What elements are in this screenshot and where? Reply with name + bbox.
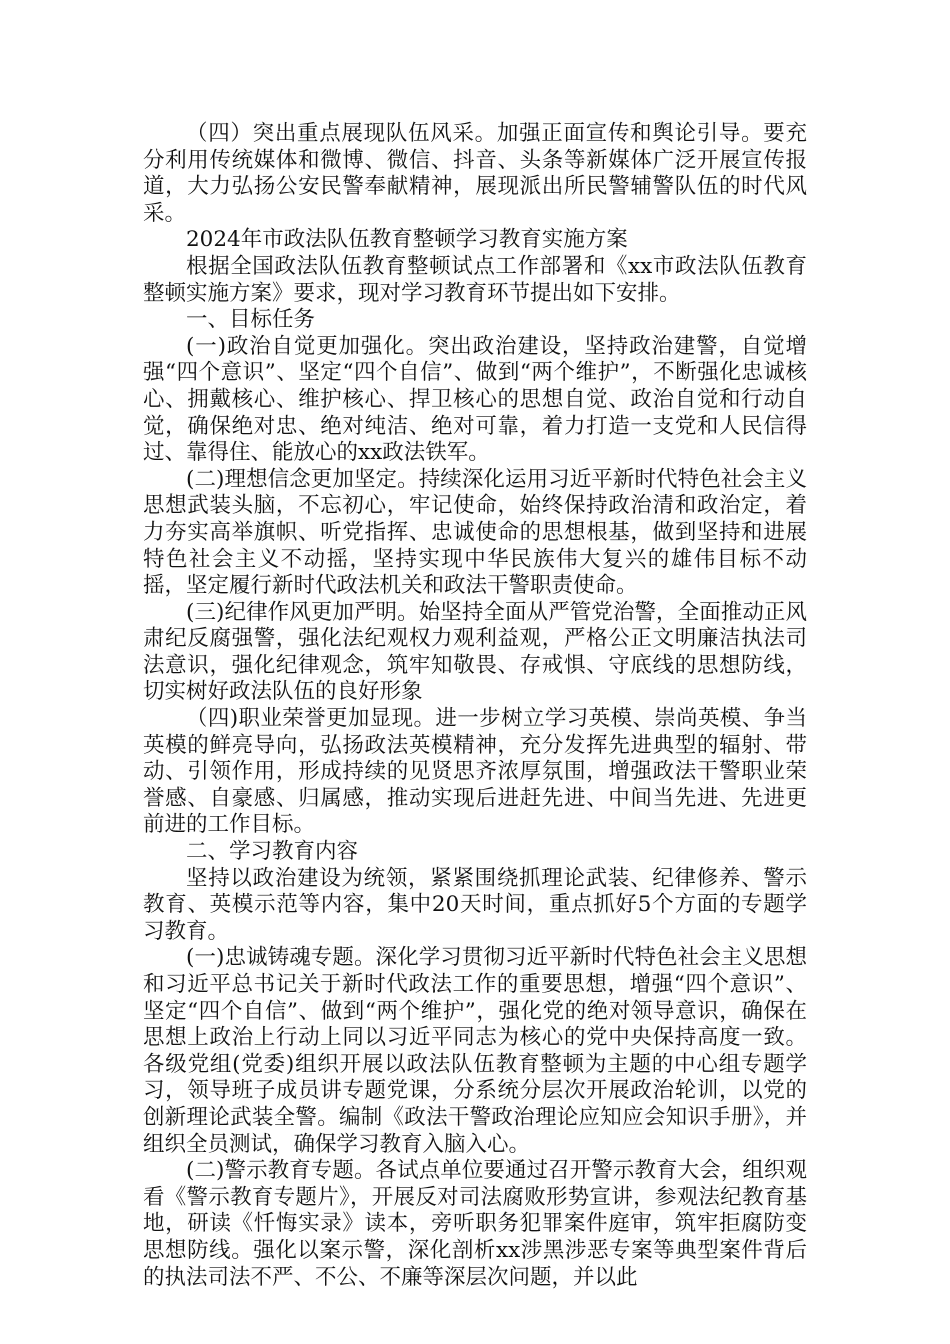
section-heading-goals: 一、目标任务: [186, 307, 316, 333]
section-heading-content: 二、学习教育内容: [186, 839, 359, 865]
paragraph-goal-political: (一)政治自觉更加强化。突出政治建设，坚持政治建警，自觉增强“四个意识”、坚定“四个自信”、做到“两个维护”，不断强化忠诚核心、拥戴核心、维护核心、捍卫核心的思想自觉、政治自觉和行动自觉，确保绝对忠、绝对纯洁、绝对可靠，着力打造一支党和人民信得过、靠得住、能放心的xx政法铁军。: [143, 333, 807, 466]
paragraph-goal-ideals: (二)理想信念更加坚定。持续深化运用习近平新时代特色社会主义思想武装头脑，不忘初心，牢记使命，始终保持政治清和政治定，着力夯实高举旗帜、听党指挥、忠诚使命的思想根基，做到坚持和进展特色社会主义不动摇，坚持实现中华民族伟大复兴的雄伟目标不动摇，坚定履行新时代政法机关和政法干警职责使命。: [143, 466, 807, 599]
paragraph-goal-discipline: (三)纪律作风更加严明。始坚持全面从严管党治警，全面推动正风肃纪反腐强警，强化法纪观权力观利益观，严格公正文明廉洁执法司法意识，强化纪律观念，筑牢知敬畏、存戒惧、守底线的思想防线，切实树好政法队伍的良好形象: [143, 599, 807, 705]
paragraph-topic-warning: (二)警示教育专题。各试点单位要通过召开警示教育大会，组织观看《警示教育专题片》，开展反对司法腐败形势宣讲，参观法纪教育基地，研读《忏悔实录》读本，旁听职务犯罪案件庭审，筑牢拒腐防变思想防线。强化以案示警，深化剖析xx涉黑涉恶专案等典型案件背后的执法司法不严、不公、不廉等深层次问题，并以此: [143, 1158, 807, 1290]
document-body: [143, 121, 807, 1291]
document-title: 2024年市政法队伍教育整顿学习教育实施方案: [186, 227, 628, 253]
paragraph-topic-loyalty: (一)忠诚铸魂专题。深化学习贯彻习近平新时代特色社会主义思想和习近平总书记关于新时代政法工作的重要思想，增强“四个意识”、坚定“四个自信”、做到“两个维护”，强化党的绝对领导意识，确保在思想上政治上行动上同以习近平同志为核心的党中央保持高度一致。各级党组(党委)组织开展以政法队伍教育整顿为主题的中心组专题学习，领导班子成员讲专题党课，分系统分层次开展政治轮训，以党的创新理论武装全警。编制《政法干警政治理论应知应会知识手册》，并组织全员测试，确保学习教育入脑入心。: [143, 945, 807, 1157]
paragraph-intro: 根据全国政法队伍教育整顿试点工作部署和《xx市政法队伍教育整顿实施方案》要求，现对学习教育环节提出如下安排。: [143, 253, 807, 306]
paragraph-highlight-team: （四）突出重点展现队伍风采。加强正面宣传和舆论引导。要充分利用传统媒体和微博、微信、抖音、头条等新媒体广泛开展宣传报道，大力弘扬公安民警奉献精神，展现派出所民警辅警队伍的时代风采。: [143, 121, 807, 226]
paragraph-content-overview: 坚持以政治建设为统领，紧紧围绕抓理论武装、纪律修养、警示教育、英模示范等内容，集中20天时间，重点抓好5个方面的专题学习教育。: [143, 865, 807, 944]
paragraph-goal-honor: （四)职业荣誉更加显现。进一步树立学习英模、崇尚英模、争当英模的鲜亮导向，弘扬政法英模精神，充分发挥先进典型的辐射、带动、引领作用，形成持续的见贤思齐浓厚氛围，增强政法干警职业荣誉感、自豪感、归属感，推动实现后进赶先进、中间当先进、先进更前进的工作目标。: [143, 706, 807, 838]
